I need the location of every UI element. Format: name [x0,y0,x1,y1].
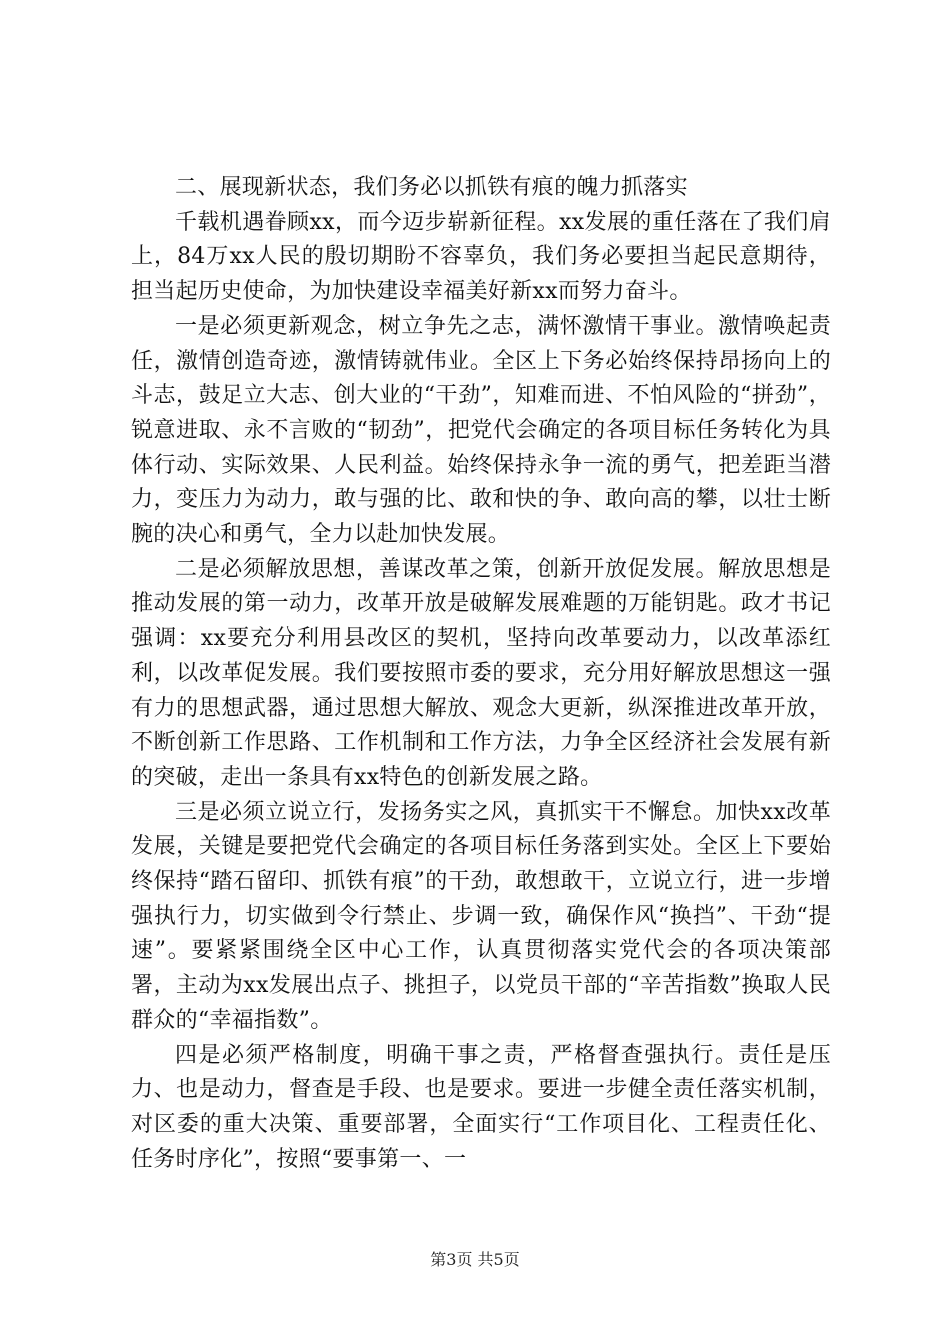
paragraph: 一是必须更新观念，树立争先之志，满怀激情干事业。激情唤起责任，激情创造奇迹，激情铸就伟业。全区上下务必始终保持昂扬向上的斗志，鼓足立大志、创大业的“干劲”，知难而进、不怕风险的“拼劲”，锐意进取、永不言败的“韧劲”，把党代会确定的各项目标任务转化为具体行动、实际效果、人民利益。始终保持永争一流的勇气，把差距当潜力，变压力为动力，敢与强的比、敢和快的争、敢向高的攀，以壮士断腕的决心和勇气，全力以赴加快发展。 [131,313,831,548]
document-body [131,171,831,1177]
paragraph: 三是必须立说立行，发扬务实之风，真抓实干不懈怠。加快xx改革发展，关键是要把党代会确定的各项目标任务落到实处。全区上下要始终保持“踏石留印、抓铁有痕”的干劲，敢想敢干，立说立行，进一步增强执行力，切实做到令行禁止、步调一致，确保作风“换挡”、干劲“提速”。要紧紧围绕全区中心工作，认真贯彻落实党代会的各项决策部署，主动为xx发展出点子、挑担子，以党员干部的“辛苦指数”换取人民群众的“幸福指数”。 [131,799,831,1033]
paragraph: 二是必须解放思想，善谋改革之策，创新开放促发展。解放思想是推动发展的第一动力，改革开放是破解发展难题的万能钥匙。政才书记强调：xx要充分利用县改区的契机，坚持向改革要动力，以改革添红利，以改革促发展。我们要按照市委的要求，充分用好解放思想这一强有力的思想武器，通过思想大解放、观念大更新，纵深推进改革开放，不断创新工作思路、工作机制和工作方法，力争全区经济社会发展有新的突破，走出一条具有xx特色的创新发展之路。 [131,556,831,790]
paragraph: 千载机遇眷顾xx，而今迈步崭新征程。xx发展的重任落在了我们肩上，84万xx人民的殷切期盼不容辜负，我们务必要担当起民意期待，担当起历史使命，为加快建设幸福美好新xx而努力奋斗。 [131,209,831,305]
paragraph: 四是必须严格制度，明确干事之责，严格督查强执行。责任是压力、也是动力，督查是手段、也是要求。要进一步健全责任落实机制，对区委的重大决策、重要部署，全面实行“工作项目化、工程责任化、任务时序化”，按照“要事第一、一 [131,1042,831,1172]
section-heading: 二、展现新状态，我们务必以抓铁有痕的魄力抓落实 [175,175,688,200]
page-footer: 第3页 共5页 [430,1250,520,1269]
